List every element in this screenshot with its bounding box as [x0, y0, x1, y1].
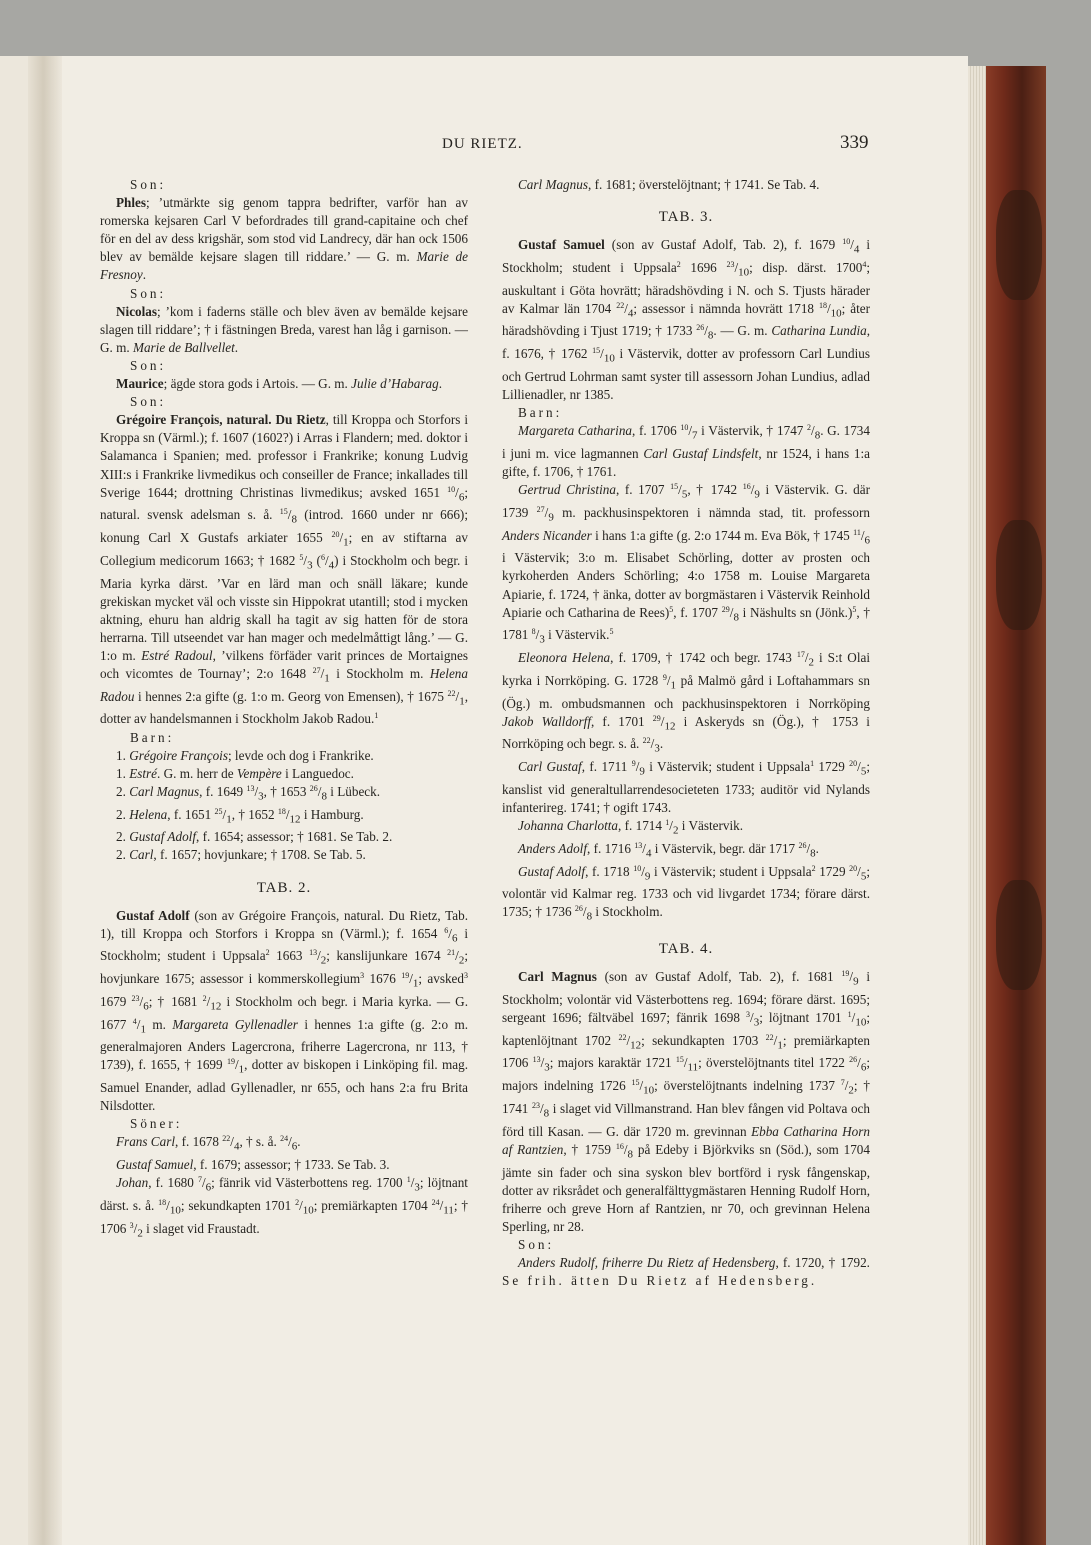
table-heading: TAB. 2.: [256, 879, 312, 896]
section-label: Son:: [130, 357, 167, 373]
section-label: Son:: [130, 394, 167, 410]
page-edges: [968, 66, 986, 1545]
left-text-column: [100, 176, 468, 1243]
genealogy-entry: Gustaf Adolf (son av Grégoire François, natural. Du Rietz, Tab. 1), till Kroppa och Storfors i Kroppa sn (Värml.); f. 1654 $^6/_6$ i Stockholm; student i Uppsala$^2$ 1663 $^{13}/_2$; kanslijunkare 1674 $^{21}/_2$; hovjunkare 1675; assessor i kommerskollegium$^3$ 1676 $^{19}/_1$; avsked$^3$ 1679 $^{23}/_6$; † 1681 $^2/_{12}$ i Stockholm och begr. i Maria kyrka. — G. 1677 $^4/_1$ m. Margareta Gyllenadler i hennes 1:a gifte (g. 2:o m. generalmajoren Anders Lagercrona, friherre Lagercrona, nr 113, † 1739), f. 1655, † 1699 $^{19}/_1$, dotter av biskopen i Linköping fil. mag. Samuel Enander, adlad Gyllenadler, nr 655, och hans 2:a fru Brita Nilsdotter.: [100, 907, 469, 1114]
section-label: Söner:: [130, 1116, 183, 1132]
book-gutter: [28, 56, 62, 1545]
child-entry: 1. Estré. G. m. herr de Vempère i Languedoc.: [116, 765, 354, 781]
page-number: 339: [840, 132, 869, 153]
genealogy-entry: Maurice; ägde stora gods i Artois. — G. m. Julie d’Habarag.: [116, 376, 442, 392]
cover-marbling: [996, 520, 1042, 630]
cover-marbling: [996, 880, 1042, 990]
section-label: Barn:: [518, 405, 563, 421]
right-text-column: [502, 176, 870, 1290]
genealogy-entry: Anders Adolf, f. 1716 $^{13}/_4$ i Västervik, begr. där 1717 $^{26}/_8$.: [518, 840, 819, 860]
genealogy-entry: Johanna Charlotta, f. 1714 $^1/_2$ i Västervik.: [518, 818, 744, 837]
genealogy-entry: Carl Magnus (son av Gustaf Adolf, Tab. 2), f. 1681 $^{19}/_9$ i Stockholm; volontär vid Västerbottens reg. 1694; förare därst. 1695; sergeant 1696; fältväbel 1697; fänrik 1698 $^3/_3$; löjtnant 1701 $^1/_{10}$; kaptenlöjtnant 1702 $^{22}/_{12}$; sekundkapten 1703 $^{22}/_1$; premiärkapten 1706 $^{13}/_3$; majors karaktär 1721 $^{15}/_{11}$; överstelöjtnants titel 1722 $^{26}/_6$; majors indelning 1726 $^{15}/_{10}$; överstelöjtnants indelning 1737 $^7/_2$; † 1741 $^{23}/_8$ i slaget vid Villmanstrand. Han blev fången vid Poltava och förd till Kasan. — G. där 1720 m. grevinnan Ebba Catharina Horn af Rantzien, † 1759 $^{16}/_8$ på Edeby i Björkviks sn (Söd.), som 1704 jämte sin fader och sina syskon blev bortförd i rysk fångenskap, dotter av riksrådet och generalfälttygmästaren Henning Rudolf Horn, friherre och greve Horn af Rantzien, nr 70, och grevinnan Helena Sperling, nr 28.: [502, 969, 871, 1234]
table-heading: TAB. 3.: [658, 209, 714, 226]
genealogy-entry: Nicolas; ’kom i faderns ställe och blev även av bemälde kejsare slagen till riddare’; † i fästningen Breda, varest han låg i garnison. — G. m. Marie de Ballvellet.: [100, 303, 468, 355]
cover-marbling: [996, 190, 1042, 300]
child-entry: 2. Helena, f. 1651 $^{25}/_1$, † 1652 $^{18}/_{12}$ i Hamburg.: [116, 806, 364, 826]
child-entry: 2. Carl Magnus, f. 1649 $^{13}/_3$, † 1653 $^{26}/_8$ i Lübeck.: [116, 783, 381, 803]
section-label: Son:: [130, 177, 167, 192]
genealogy-entry: Anders Rudolf, friherre Du Rietz af Hedensberg, f. 1720, † 1792. Se frih. ätten Du Rietz af Hedensberg.: [502, 1254, 870, 1289]
genealogy-entry: Gustaf Samuel, f. 1679; assessor; † 1733. Se Tab. 3.: [116, 1157, 390, 1173]
table-heading: TAB. 4.: [658, 941, 714, 958]
genealogy-entry: Grégoire François, natural. Du Rietz, till Kroppa och Storfors i Kroppa sn (Värml.); f. 1607 (1602?) i Arras i Flandern; med. doktor i Salamanca i Spanien; med. professor i Frankrike; konung Ludvig XIII:s i Frankrike livmedikus och conseiller de France; inkallades till Sverige 1644; drottning Christinas livmedikus; avsked 1651 $^{10}/_6$; natural. svensk adelsman s. å. $^{15}/_8$ (introd. 1660 under nr 666); konung Carl X Gustafs arkiater 1655 $^{20}/_1$; en av stiftarna av Collegium medicorum 1663; † 1682 $^5/_3$ $(^6/_4)$ i Stockholm och begr. i Maria kyrka därst. ’Var en lärd man och snäll läkare; kunde grekiskan mycket väl och visste sin Hippokrat utantill; stod i mycken aktning, ehuru han aldrig skall ha tagit av sig hatten för de stora herrarna. Till utseendet var han mager och medelmåttigt lång.’ — G. 1:o m. Estré Radoul, ’vilkens förfäder varit princes de Mortaignes och vicomtes de Tournay’; 2:o 1648 $^{27}/_1$ i Stockholm m. Helena Radou i hennes 2:a gifte (g. 1:o m. Georg von Emensen), † 1675 $^{22}/_1$, dotter av handelsmannen i Stockholm Jakob Radou.$^1$: [100, 412, 468, 727]
section-label: Son:: [518, 1236, 555, 1252]
genealogy-entry: Gustaf Adolf, f. 1718 $^{10}/_9$ i Västervik; student i Uppsala$^2$ 1729 $^{20}/_5$; volontär vid Kalmar reg. 1733 och vid livgardet 1734; förare därst. 1735; † 1736 $^{26}/_8$ i Stockholm.: [502, 863, 870, 923]
genealogy-entry: Johan, f. 1680 $^7/_6$; fänrik vid Västerbottens reg. 1700 $^1/_3$; löjtnant därst. s. å. $^{18}/_{10}$; sekundkapten 1701 $^2/_{10}$; premiärkapten 1704 $^{24}/_{11}$; † 1706 $^3/_2$ i slaget vid Fraustadt.: [100, 1175, 469, 1240]
child-entry: 2. Gustaf Adolf, f. 1654; assessor; † 1681. Se Tab. 2.: [116, 829, 393, 845]
genealogy-entry: Carl Magnus, f. 1681; överstelöjtnant; † 1741. Se Tab. 4.: [518, 177, 820, 192]
genealogy-entry: Phles; ’utmärkte sig genom tappra bedrifter, varför han av romerska kejsaren Carl V befordrades till grand-capitaine och chef för en del av dess krigshär, som stod vid Landrecy, där han ock 1506 blev av bemälde kejsare slagen till riddare.’ — G. m. Marie de Fresnoy.: [100, 195, 468, 283]
child-entry: 2. Carl, f. 1657; hovjunkare; † 1708. Se Tab. 5.: [116, 847, 366, 863]
genealogy-entry: Margareta Catharina, f. 1706 $^{10}/_7$ i Västervik, † 1747 $^2/_8$. G. 1734 i juni m. vice lagmannen Carl Gustaf Lindsfelt, nr 1524, i hans 1:a gifte, f. 1706, † 1761.: [502, 423, 870, 480]
child-entry: 1. Grégoire François; levde och dog i Frankrike.: [116, 747, 374, 763]
section-label: Son:: [130, 285, 167, 301]
section-label: Barn:: [130, 729, 175, 745]
genealogy-entry: Eleonora Helena, f. 1709, † 1742 och begr. 1743 $^{17}/_2$ i S:t Olai kyrka i Norrköping. G. 1728 $^9/_1$ på Malmö gård i Loftahammars sn (Ög.) m. ombudsmannen och packhusinspektoren i Norrköping Jakob Walldorff, f. 1701 $^{29}/_{12}$ i Askeryds sn (Ög.), † 1753 i Norrköping och begr. s. å. $^{22}/_3$.: [502, 650, 871, 756]
running-title: DU RIETZ.: [442, 136, 523, 152]
genealogy-entry: Gustaf Samuel (son av Gustaf Adolf, Tab. 2), f. 1679 $^{10}/_4$ i Stockholm; student i Uppsala$^2$ 1696 $^{23}/_{10}$; disp. därst. 1700$^4$; auskultant i Göta hovrätt; häradshövding i N. och S. Tjusts härader av Kalmar län 1704 $^{22}/_4$; assessor i nämnda hovrätt 1718 $^{18}/_{10}$; åter häradshövding i Tjust 1719; † 1733 $^{26}/_8$. — G. m. Catharina Lundia, f. 1676, † 1762 $^{15}/_{10}$ i Västervik, dotter av professorn Carl Lundius och Gertrud Lohrman samt syster till assessorn Johan Lundius, adlad Lillienadler, nr 1385.: [502, 237, 871, 403]
genealogy-entry: Carl Gustaf, f. 1711 $^9/_9$ i Västervik; student i Uppsala$^1$ 1729 $^{20}/_5$; kanslist vid generaltullarrendesocieteten 1733; auditör vid Nylands infanterireg. 1741; † ogift 1743.: [502, 759, 871, 815]
genealogy-entry: Frans Carl, f. 1678 $^{22}/_4$, † s. å. $^{24}/_6$.: [116, 1134, 301, 1154]
genealogy-entry: Gertrud Christina, f. 1707 $^{15}/_5$, † 1742 $^{16}/_9$ i Västervik. G. där 1739 $^{27}/_9$ m. packhusinspektoren i nämnda stad, tit. professorn Anders Nicander i hans 1:a gifte (g. 2:o 1744 m. Eva Bök, † 1745 $^{11}/_6$ i Västervik; 3:o m. Elisabet Schörling, dotter av prosten och kyrkoherden Anders Schörling; 4:o 1758 m. Louise Margareta Apiarie, f. 1724, † änka, dotter av borgmästaren i Västervik Reinhold Apiarie och Catharina de Rees)$^5$, f. 1707 $^{29}/_8$ i Näshults sn (Jönk.)$^5$, † 1781 $^8/_3$ i Västervik.$^5$: [502, 482, 870, 647]
